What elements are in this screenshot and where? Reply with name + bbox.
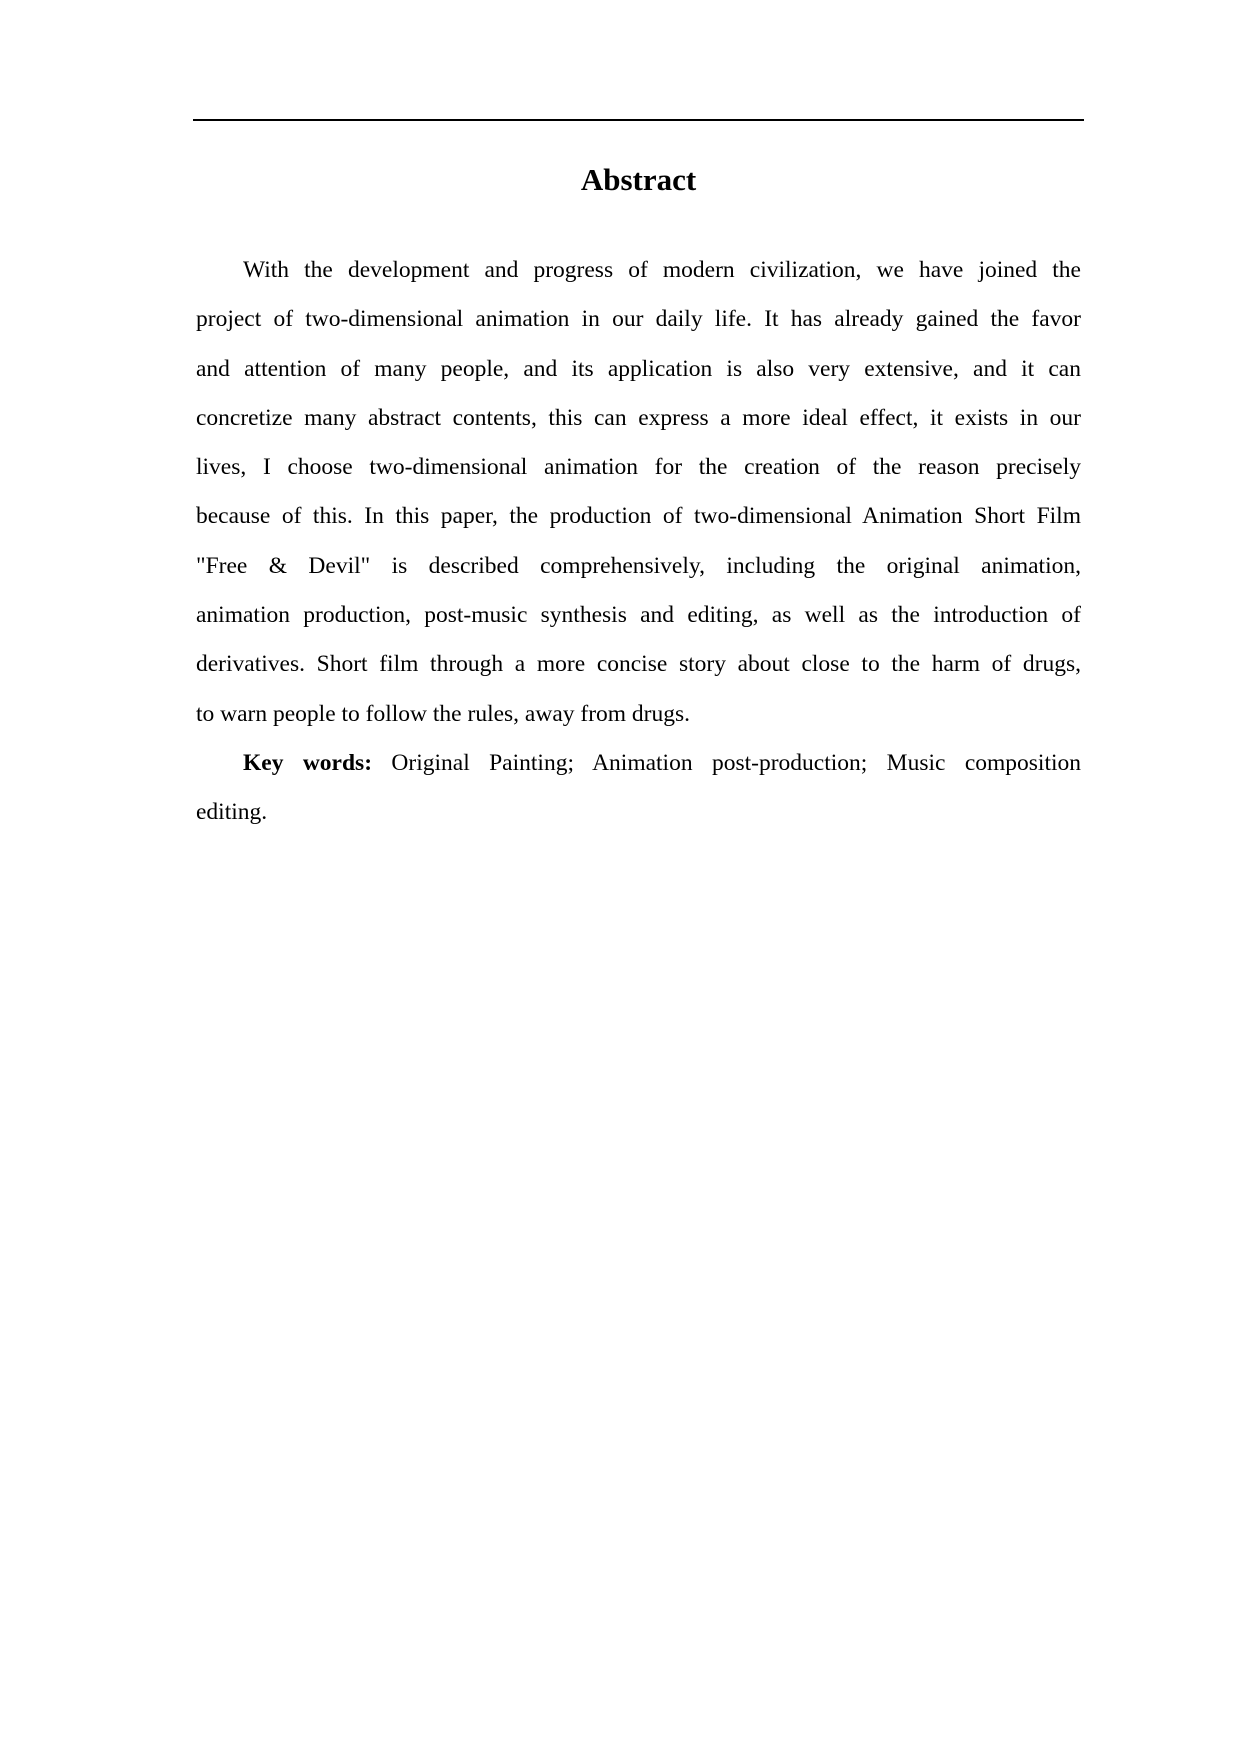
header-rule — [193, 119, 1084, 121]
keywords-label: Key words: — [243, 749, 373, 776]
paragraph-line: derivatives. Short film through a more concise story about close to the harm of drugs, — [196, 651, 1081, 678]
paragraph-line: and attention of many people, and its application is also very extensive, and it can — [196, 355, 1081, 382]
paragraph-line: because of this. In this paper, the production of two-dimensional Animation Short Film — [196, 503, 1081, 530]
paragraph-line: project of two-dimensional animation in our daily life. It has already gained the favor — [196, 306, 1081, 333]
paragraph-line: animation production, post-music synthesis and editing, as well as the introduction of — [196, 602, 1081, 629]
page-title: Abstract — [580, 162, 697, 197]
keywords-line — [196, 739, 1081, 788]
keywords-line-2: editing. — [196, 799, 268, 826]
abstract-body — [196, 246, 1081, 838]
paragraph-line: concretize many abstract contents, this can express a more ideal effect, it exists in our — [196, 404, 1081, 431]
paragraph-line: With the development and progress of modern civilization, we have joined the — [243, 257, 1081, 283]
keywords-text: Original Painting; Animation post-production; Music composition — [391, 749, 1082, 776]
paragraph-line: "Free & Devil" is described comprehensively, including the original animation, — [196, 552, 1081, 579]
paragraph-line: to warn people to follow the rules, away from drugs. — [196, 700, 691, 727]
paragraph-line: lives, I choose two-dimensional animation for the creation of the reason precisely — [196, 454, 1081, 481]
